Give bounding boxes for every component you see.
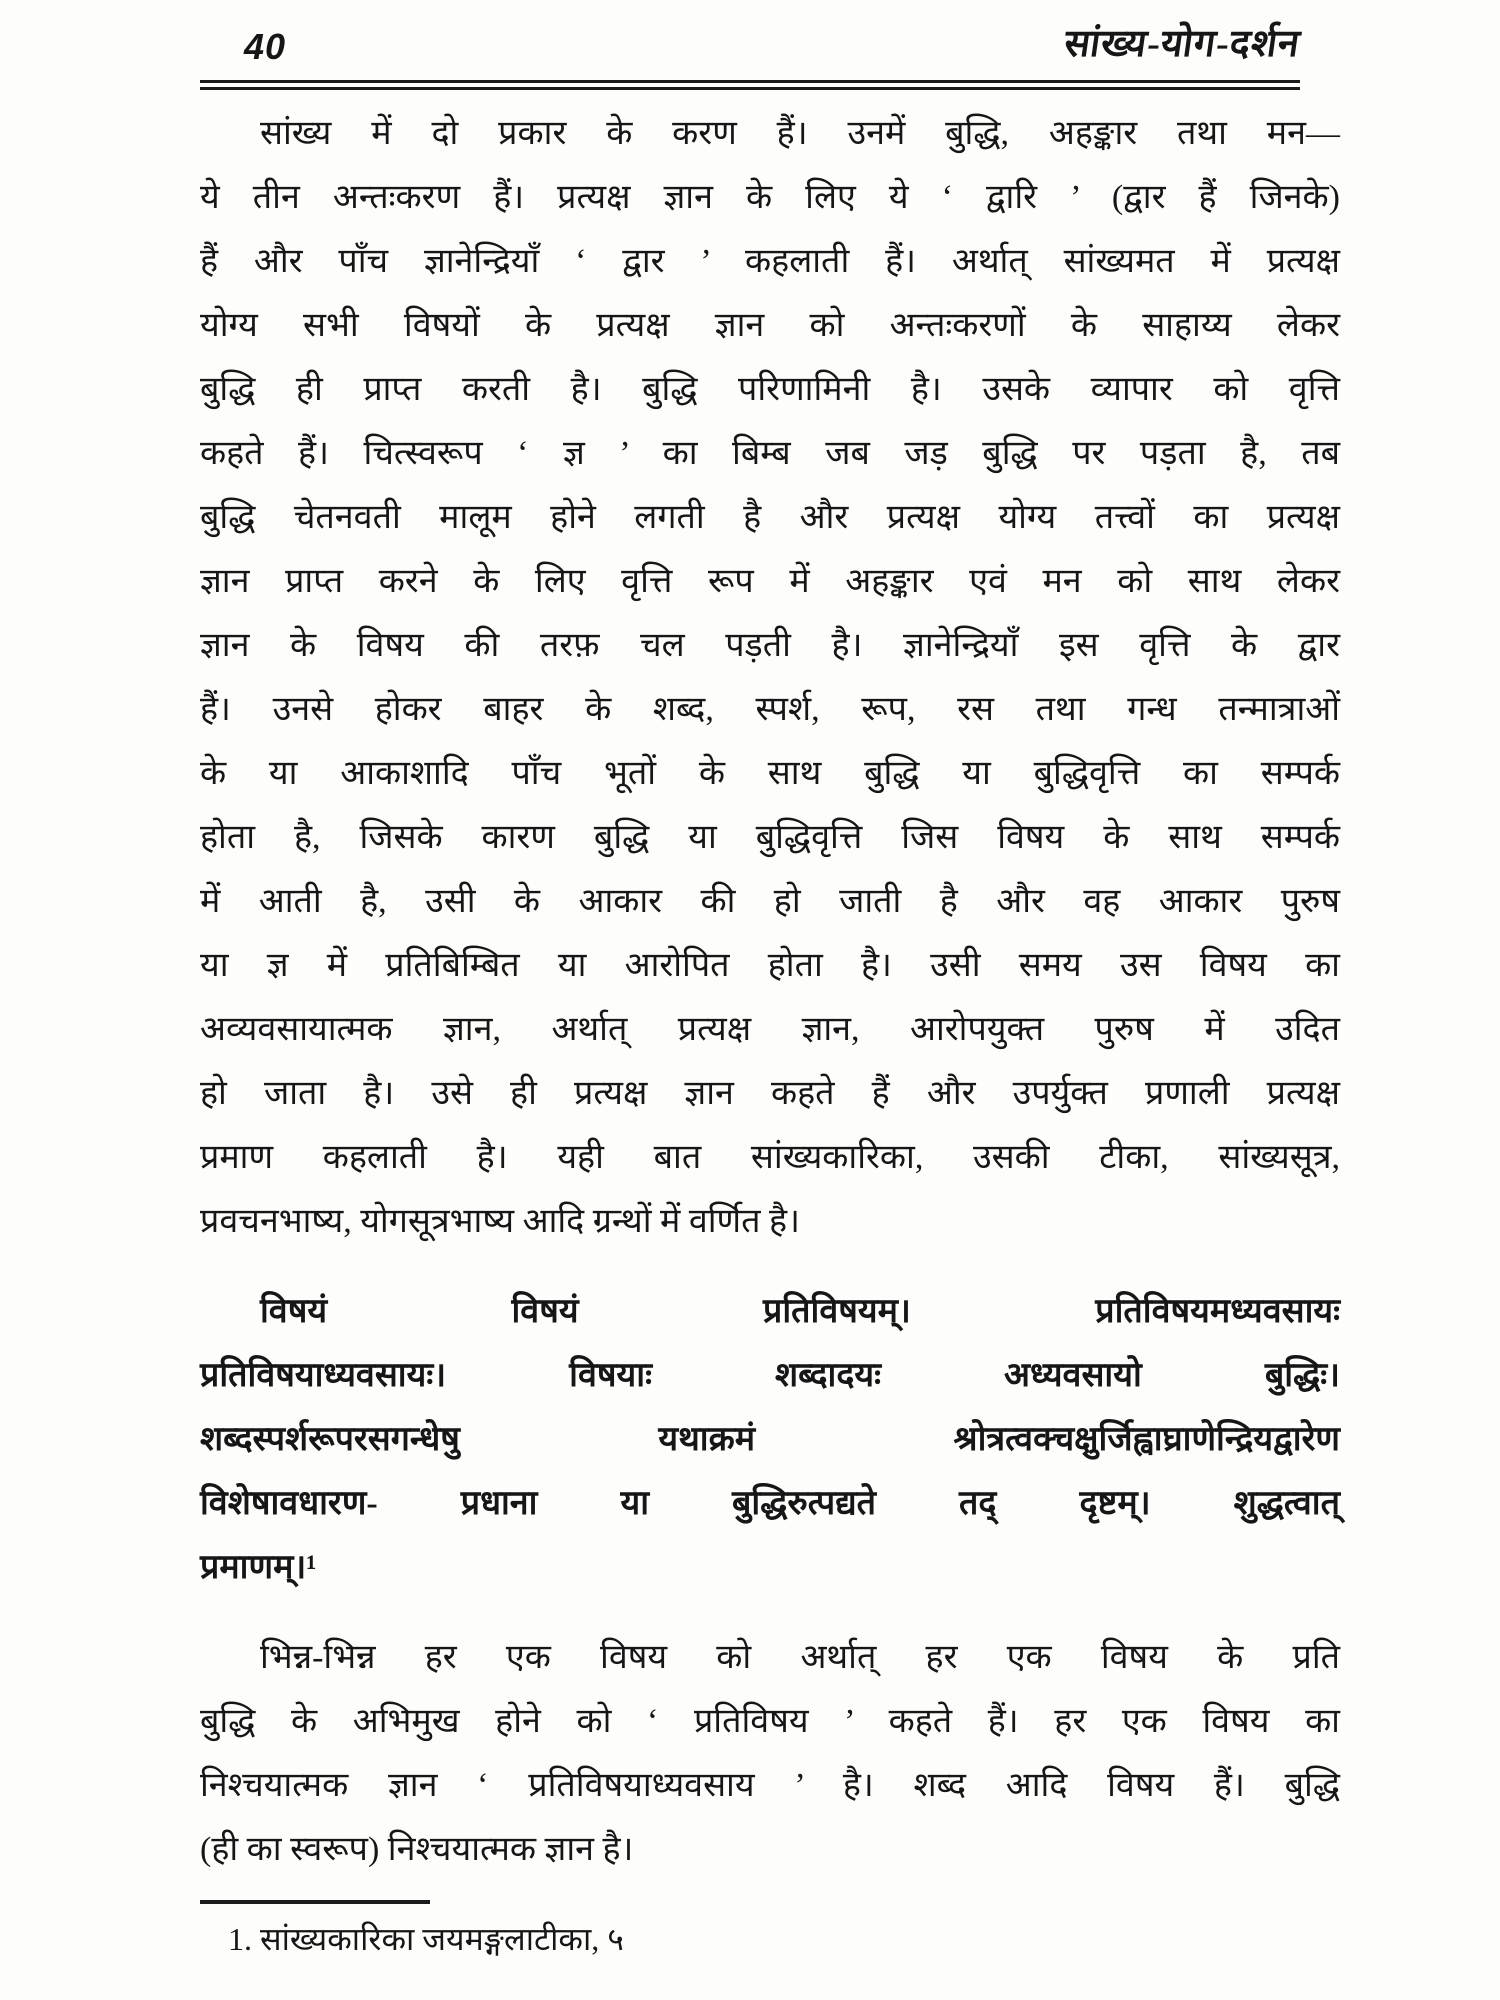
footnote-rule: [200, 1900, 430, 1904]
text-line: शब्दस्पर्शरूपरसगन्धेषु यथाक्रमं श्रोत्रत्वक्चक्षुर्जिह्वाघ्राणेन्द्रियद्वारेण: [200, 1421, 1340, 1458]
text-line: विषयं विषयं प्रतिविषयम्। प्रतिविषयमध्यवसायः: [260, 1293, 1340, 1330]
text-line: निश्चयात्मक ज्ञान ‘ प्रतिविषयाध्यवसाय ’ है। शब्द आदि विषय हैं। बुद्धि: [200, 1767, 1340, 1804]
text-line: के या आकाशादि पाँच भूतों के साथ बुद्धि या बुद्धिवृत्ति का सम्पर्क: [200, 755, 1340, 792]
text-line: प्रमाणम्।¹: [200, 1549, 317, 1586]
running-head: [200, 16, 1303, 68]
paragraph-explanation: [200, 1626, 1340, 1882]
text-line: (ही का स्वरूप) निश्चयात्मक ज्ञान है।: [200, 1831, 634, 1868]
text-line: या ज्ञ में प्रतिबिम्बित या आरोपित होता है। उसी समय उस विषय का: [200, 947, 1340, 984]
page-content: [200, 16, 1340, 1962]
text-line: हैं। उनसे होकर बाहर के शब्द, स्पर्श, रूप, रस तथा गन्ध तन्मात्राओं: [200, 691, 1340, 728]
text-line: योग्य सभी विषयों के प्रत्यक्ष ज्ञान को अन्तःकरणों के साहाय्य लेकर: [200, 307, 1340, 344]
paragraph-sanskrit-quote: [200, 1280, 1340, 1600]
header-rule: [200, 80, 1300, 90]
text-line: विशेषावधारण- प्रधाना या बुद्धिरुत्पद्यते तद् दृष्टम्। शुद्धत्वात्: [200, 1485, 1340, 1522]
text-line: ज्ञान के विषय की तरफ़ चल पड़ती है। ज्ञानेन्द्रियाँ इस वृत्ति के द्वार: [200, 627, 1340, 664]
text-line: बुद्धि के अभिमुख होने को ‘ प्रतिविषय ’ कहते हैं। हर एक विषय का: [200, 1703, 1340, 1740]
text-line: सांख्य में दो प्रकार के करण हैं। उनमें बुद्धि, अहङ्कार तथा मन—: [260, 115, 1340, 152]
page-header: [200, 16, 1340, 90]
text-line: अव्यवसायात्मक ज्ञान, अर्थात् प्रत्यक्ष ज्ञान, आरोपयुक्त पुरुष में उदित: [200, 1011, 1340, 1048]
text-line: भिन्न-भिन्न हर एक विषय को अर्थात् हर एक विषय के प्रति: [260, 1639, 1340, 1676]
footnote-text: 1. सांख्यकारिका जयमङ्गलाटीका, ५: [228, 1921, 624, 1957]
page-number: 40: [244, 26, 287, 67]
text-line: ज्ञान प्राप्त करने के लिए वृत्ति रूप में अहङ्कार एवं मन को साथ लेकर: [200, 563, 1340, 600]
text-line: प्रवचनभाष्य, योगसूत्रभाष्य आदि ग्रन्थों में वर्णित है।: [200, 1203, 800, 1240]
text-line: होता है, जिसके कारण बुद्धि या बुद्धिवृत्ति जिस विषय के साथ सम्पर्क: [200, 819, 1340, 856]
text-line: ये तीन अन्तःकरण हैं। प्रत्यक्ष ज्ञान के लिए ये ‘ द्वारि ’ (द्वार हैं जिनके): [200, 179, 1340, 216]
text-line: हो जाता है। उसे ही प्रत्यक्ष ज्ञान कहते हैं और उपर्युक्त प्रणाली प्रत्यक्ष: [200, 1075, 1340, 1112]
text-line: कहते हैं। चित्स्वरूप ‘ ज्ञ ’ का बिम्ब जब जड़ बुद्धि पर पड़ता है, तब: [200, 435, 1340, 472]
page-header-title: सांख्य-योग-दर्शन: [1061, 23, 1303, 65]
text-line: में आती है, उसी के आकार की हो जाती है और वह आकार पुरुष: [200, 883, 1340, 920]
text-line: बुद्धि चेतनवती मालूम होने लगती है और प्रत्यक्ष योग्य तत्त्वों का प्रत्यक्ष: [200, 499, 1340, 536]
text-line: बुद्धि ही प्राप्त करती है। बुद्धि परिणामिनी है। उसके व्यापार को वृत्ति: [200, 371, 1340, 408]
text-line: हैं और पाँच ज्ञानेन्द्रियाँ ‘ द्वार ’ कहलाती हैं। अर्थात् सांख्यमत में प्रत्यक्ष: [200, 243, 1340, 280]
text-line: प्रमाण कहलाती है। यही बात सांख्यकारिका, उसकी टीका, सांख्यसूत्र,: [200, 1139, 1340, 1176]
paragraph-intro: [200, 102, 1340, 1254]
text-line: प्रतिविषयाध्यवसायः। विषयाः शब्दादयः अध्यवसायो बुद्धिः।: [200, 1357, 1340, 1394]
